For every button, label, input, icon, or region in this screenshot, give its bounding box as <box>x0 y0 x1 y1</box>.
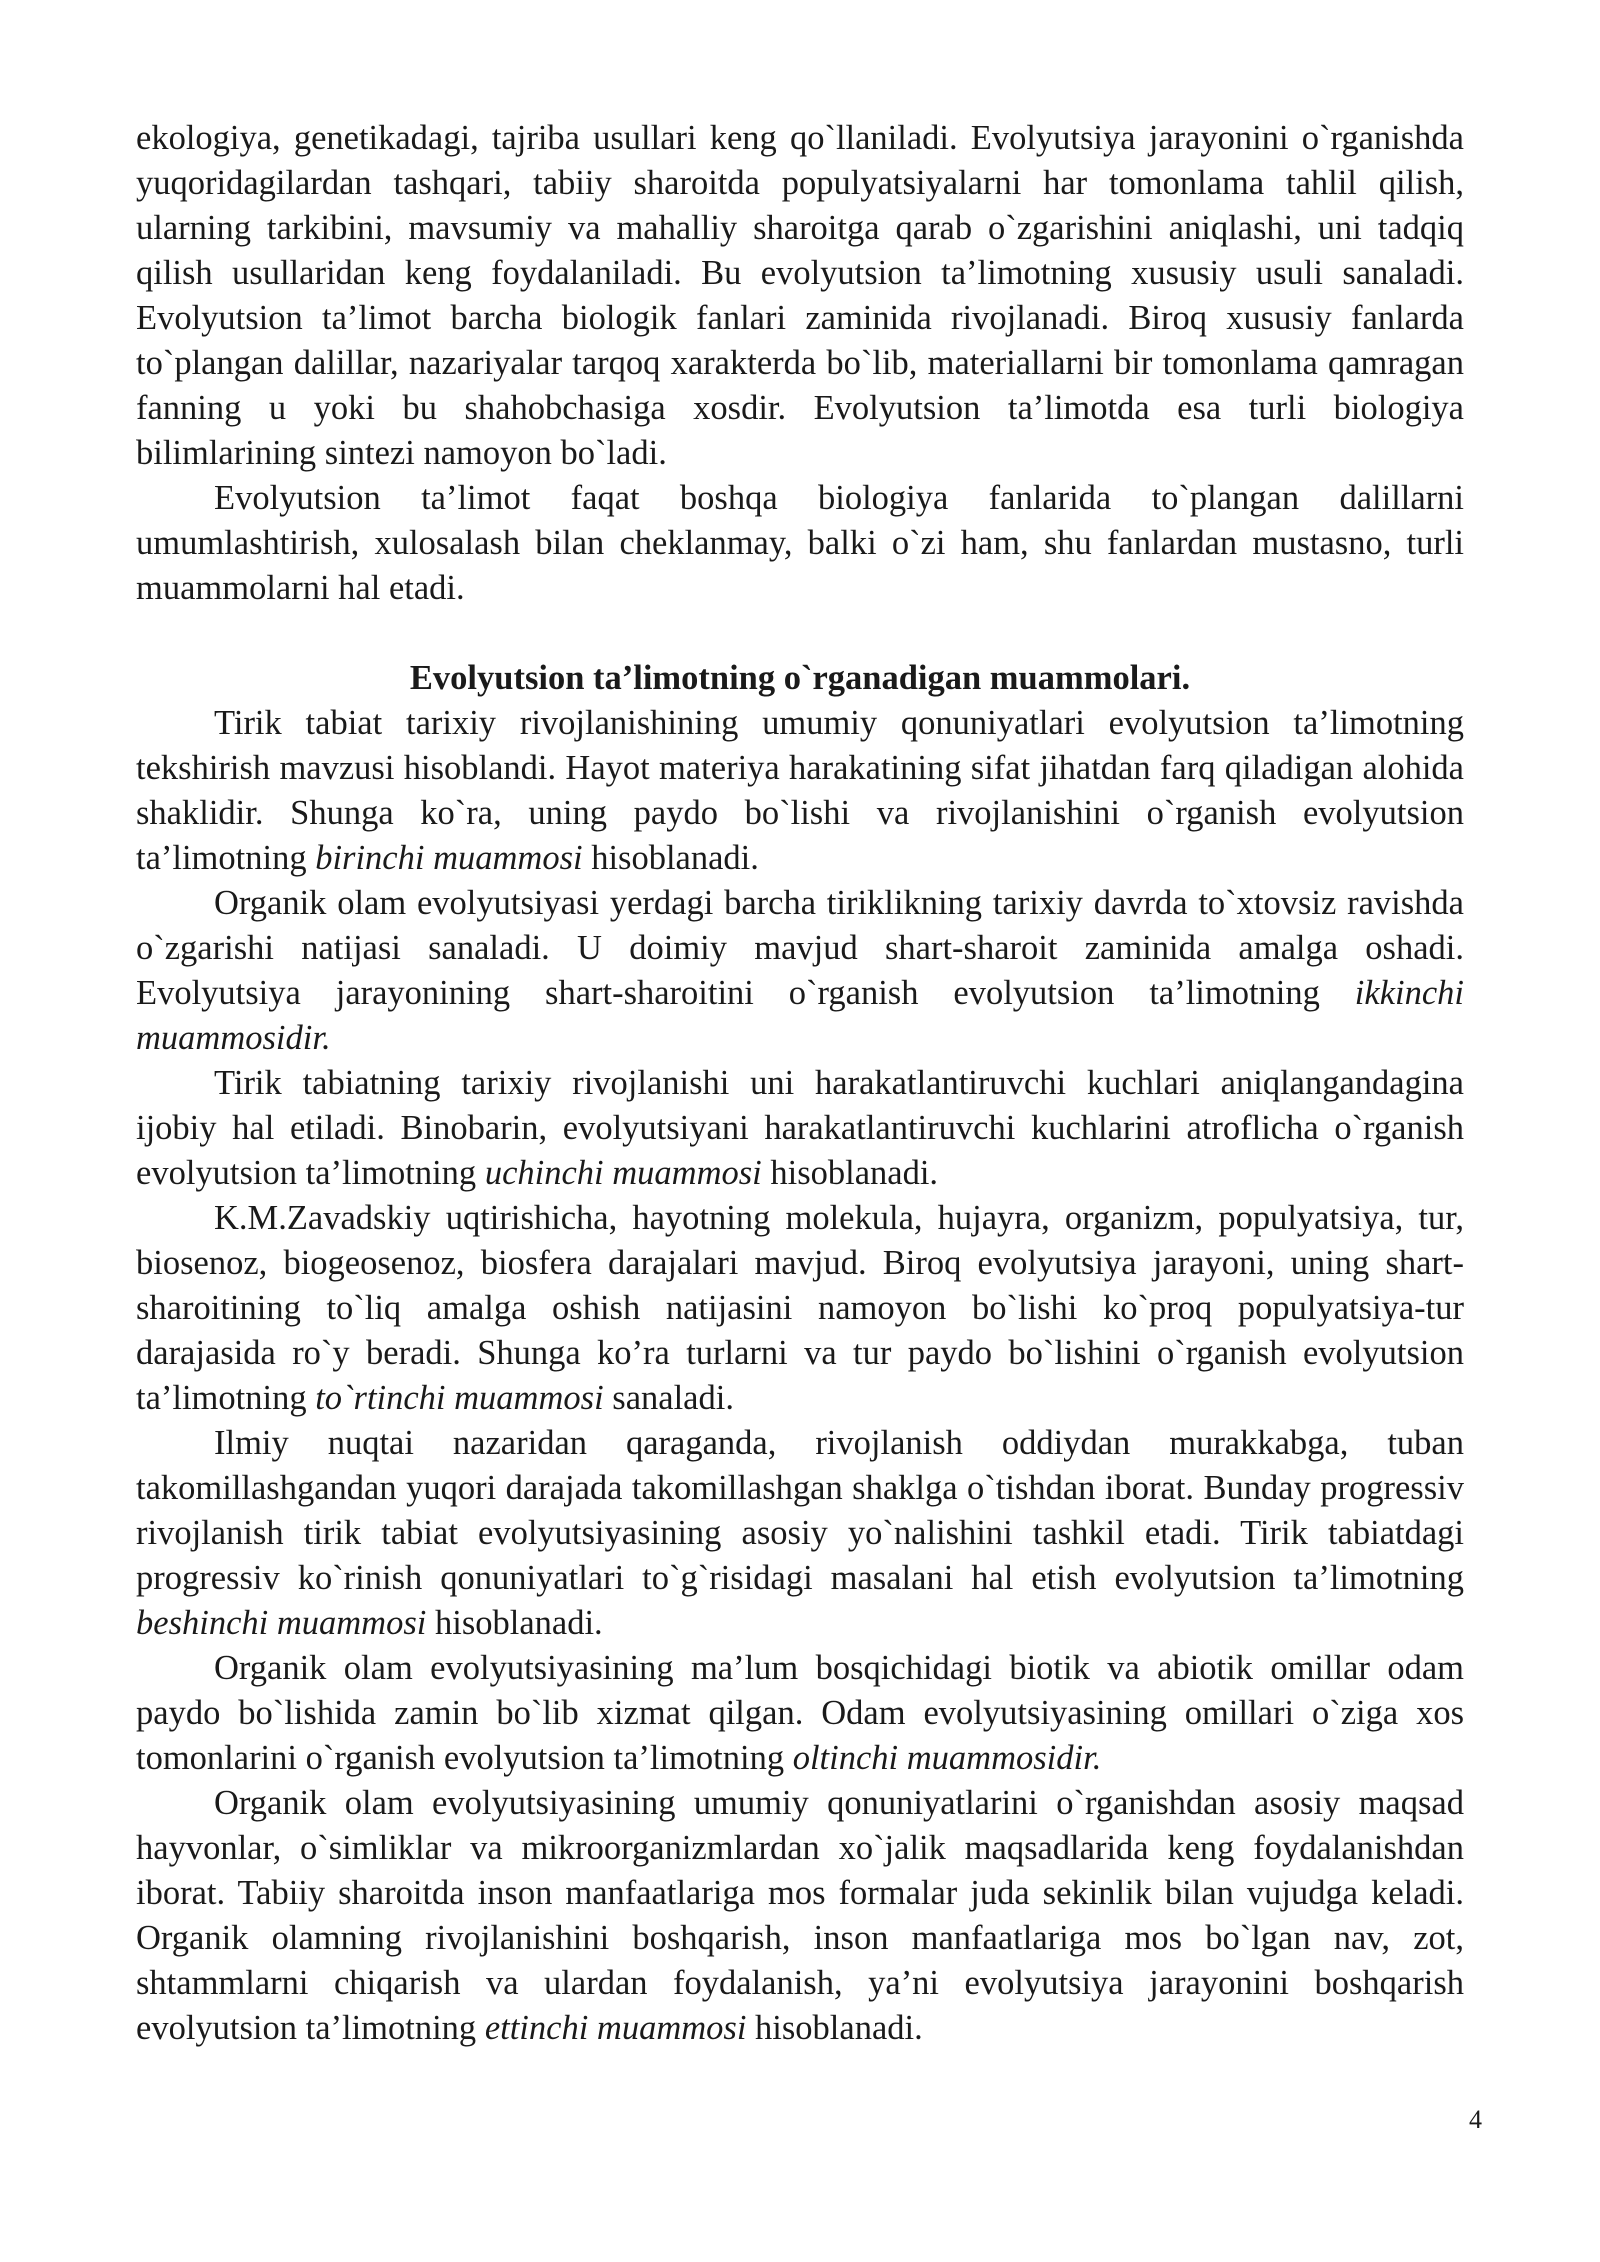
page-number: 4 <box>1469 2105 1482 2134</box>
paragraph-text: Organik olam evolyutsiyasi yerdagi barcha tiriklikning tarixiy davrda to`xtovsiz ravishda o`zgarishi natijasi sanaladi. U doimiy mavjud shart-sharoit zaminida amalga oshadi. Evolyutsiya jarayonining shart-sharoitini o`rganish evolyutsion ta’limotning <box>136 884 1464 1012</box>
paragraph <box>136 1781 1464 2051</box>
emphasized-text: oltinchi muammosidir. <box>792 1739 1102 1777</box>
emphasized-text: uchinchi muammosi <box>484 1154 762 1192</box>
paragraph-text: hisoblanadi. <box>426 1604 603 1642</box>
paragraph <box>136 1421 1464 1646</box>
paragraph <box>136 1061 1464 1196</box>
paragraph <box>136 881 1464 1061</box>
paragraph-text: ekologiya, genetikadagi, tajriba usullari keng qo`llaniladi. Evolyutsiya jarayonini o`rganishda yuqoridagilardan tashqari, tabiiy sharoitda populyatsiyalarni har tomonlama tahlil qilish, ularning tarkibini, mavsumiy va mahalliy sharoitga qarab o`zgarishini aniqlashi, uni tadqiq qilish usullaridan keng foydalaniladi. Bu evolyutsion ta’limotning xususiy usuli sanaladi. Evolyutsion ta’limot barcha biologik fanlari zaminida rivojlanadi. Biroq xususiy fanlarda to`plangan dalillar, nazariyalar tarqoq xarakterda bo`lib, materiallarni bir tomonlama qamragan fanning u yoki bu shahobchasiga xosdir. Evolyutsion ta’limotda esa turli biologiya bilimlarining sintezi namoyon bo`ladi. <box>136 119 1464 472</box>
paragraph <box>136 701 1464 881</box>
paragraph-text: sanaladi. <box>603 1379 734 1417</box>
paragraph-text: Organik olam evolyutsiyasining ma’lum bosqichidagi biotik va abiotik omillar odam paydo bo`lishida zamin bo`lib xizmat qilgan. Odam evolyutsiyasining omillari o`ziga xos tomonlarini o`rganish evolyutsion ta’limotning <box>136 1649 1464 1777</box>
paragraph-text: K.M.Zavadskiy uqtirishicha, hayotning molekula, hujayra, organizm, populyatsiya, tur, biosenoz, biogeosenoz, biosfera darajalari mavjud. Biroq evolyutsiya jarayoni, uning shart-sharoitining to`liq amalga oshish natijasini namoyon bo`lishi ko`proq populyatsiya-tur darajasida ro`y beradi. Shunga ko’ra turlarni va tur paydo bo`lishini o`rganish evolyutsion ta’limotning <box>136 1199 1464 1417</box>
emphasized-text: ettinchi muammosi <box>484 2009 747 2047</box>
emphasized-text: beshinchi muammosi <box>136 1604 427 1642</box>
intro-paragraphs <box>136 116 1464 611</box>
problem-paragraphs <box>136 701 1464 2051</box>
paragraph-text: Organik olam evolyutsiyasining umumiy qonuniyatlarini o`rganishdan asosiy maqsad hayvonlar, o`simliklar va mikroorganizmlardan xo`jalik maqsadlarida keng foydalanishdan iborat. Tabiiy sharoitda inson manfaatlariga mos formalar juda sekinlik bilan vujudga keladi. Organik olamning rivojlanishini boshqarish, inson manfaatlariga mos bo`lgan nav, zot, shtammlarni chiqarish va ulardan foydalanish, ya’ni evolyutsiya jarayonini boshqarish evolyutsion ta’limotning <box>136 1784 1464 2047</box>
paragraph <box>136 1196 1464 1421</box>
paragraph <box>136 476 1464 611</box>
paragraph-text: hisoblanadi. <box>746 2009 923 2047</box>
emphasized-text: birinchi muammosi <box>315 839 583 877</box>
paragraph <box>136 1646 1464 1781</box>
paragraph-text: Evolyutsion ta’limot faqat boshqa biologiya fanlarida to`plangan dalillarni umumlashtirish, xulosalash bilan cheklanmay, balki o`zi ham, shu fanlardan mustasno, turli muammolarni hal etadi. <box>136 479 1464 607</box>
paragraph-text: hisoblanadi. <box>761 1154 939 1192</box>
paragraph-text: Tirik tabiat tarixiy rivojlanishining umumiy qonuniyatlari evolyutsion ta’limotning tekshirish mavzusi hisoblandi. Hayot materiya harakatining sifat jihatdan farq qiladigan alohida shaklidir. Shunga ko`ra, uning paydo bo`lishi va rivojlanishini o`rganish evolyutsion ta’limotning <box>136 704 1464 877</box>
paragraph-text: Tirik tabiatning tarixiy rivojlanishi uni harakatlantiruvchi kuchlari aniqlangandagina ijobiy hal etiladi. Binobarin, evolyutsiyani harakatlantiruvchi kuchlarini atroflicha o`rganish evolyutsion ta’limotning <box>136 1064 1464 1192</box>
emphasized-text: ikkinchi muammosidir. <box>136 974 1464 1057</box>
page-body <box>136 116 1464 2051</box>
emphasized-text: to`rtinchi muammosi <box>315 1379 604 1417</box>
paragraph-text: hisoblanadi. <box>582 839 759 877</box>
paragraph-text: Ilmiy nuqtai nazaridan qaraganda, rivojlanish oddiydan murakkabga, tuban takomillashgandan yuqori darajada takomillashgan shaklga o`tishdan iborat. Bunday progressiv rivojlanish tirik tabiat evolyutsiyasining asosiy yo`nalishini tashkil etadi. Tirik tabiatdagi progressiv ko`rinish qonuniyatlari to`g`risidagi masalani hal etish evolyutsion ta’limotning <box>136 1424 1464 1597</box>
paragraph <box>136 116 1464 476</box>
section-heading: Evolyutsion ta’limotning o`rganadigan muammolari. <box>409 659 1191 697</box>
